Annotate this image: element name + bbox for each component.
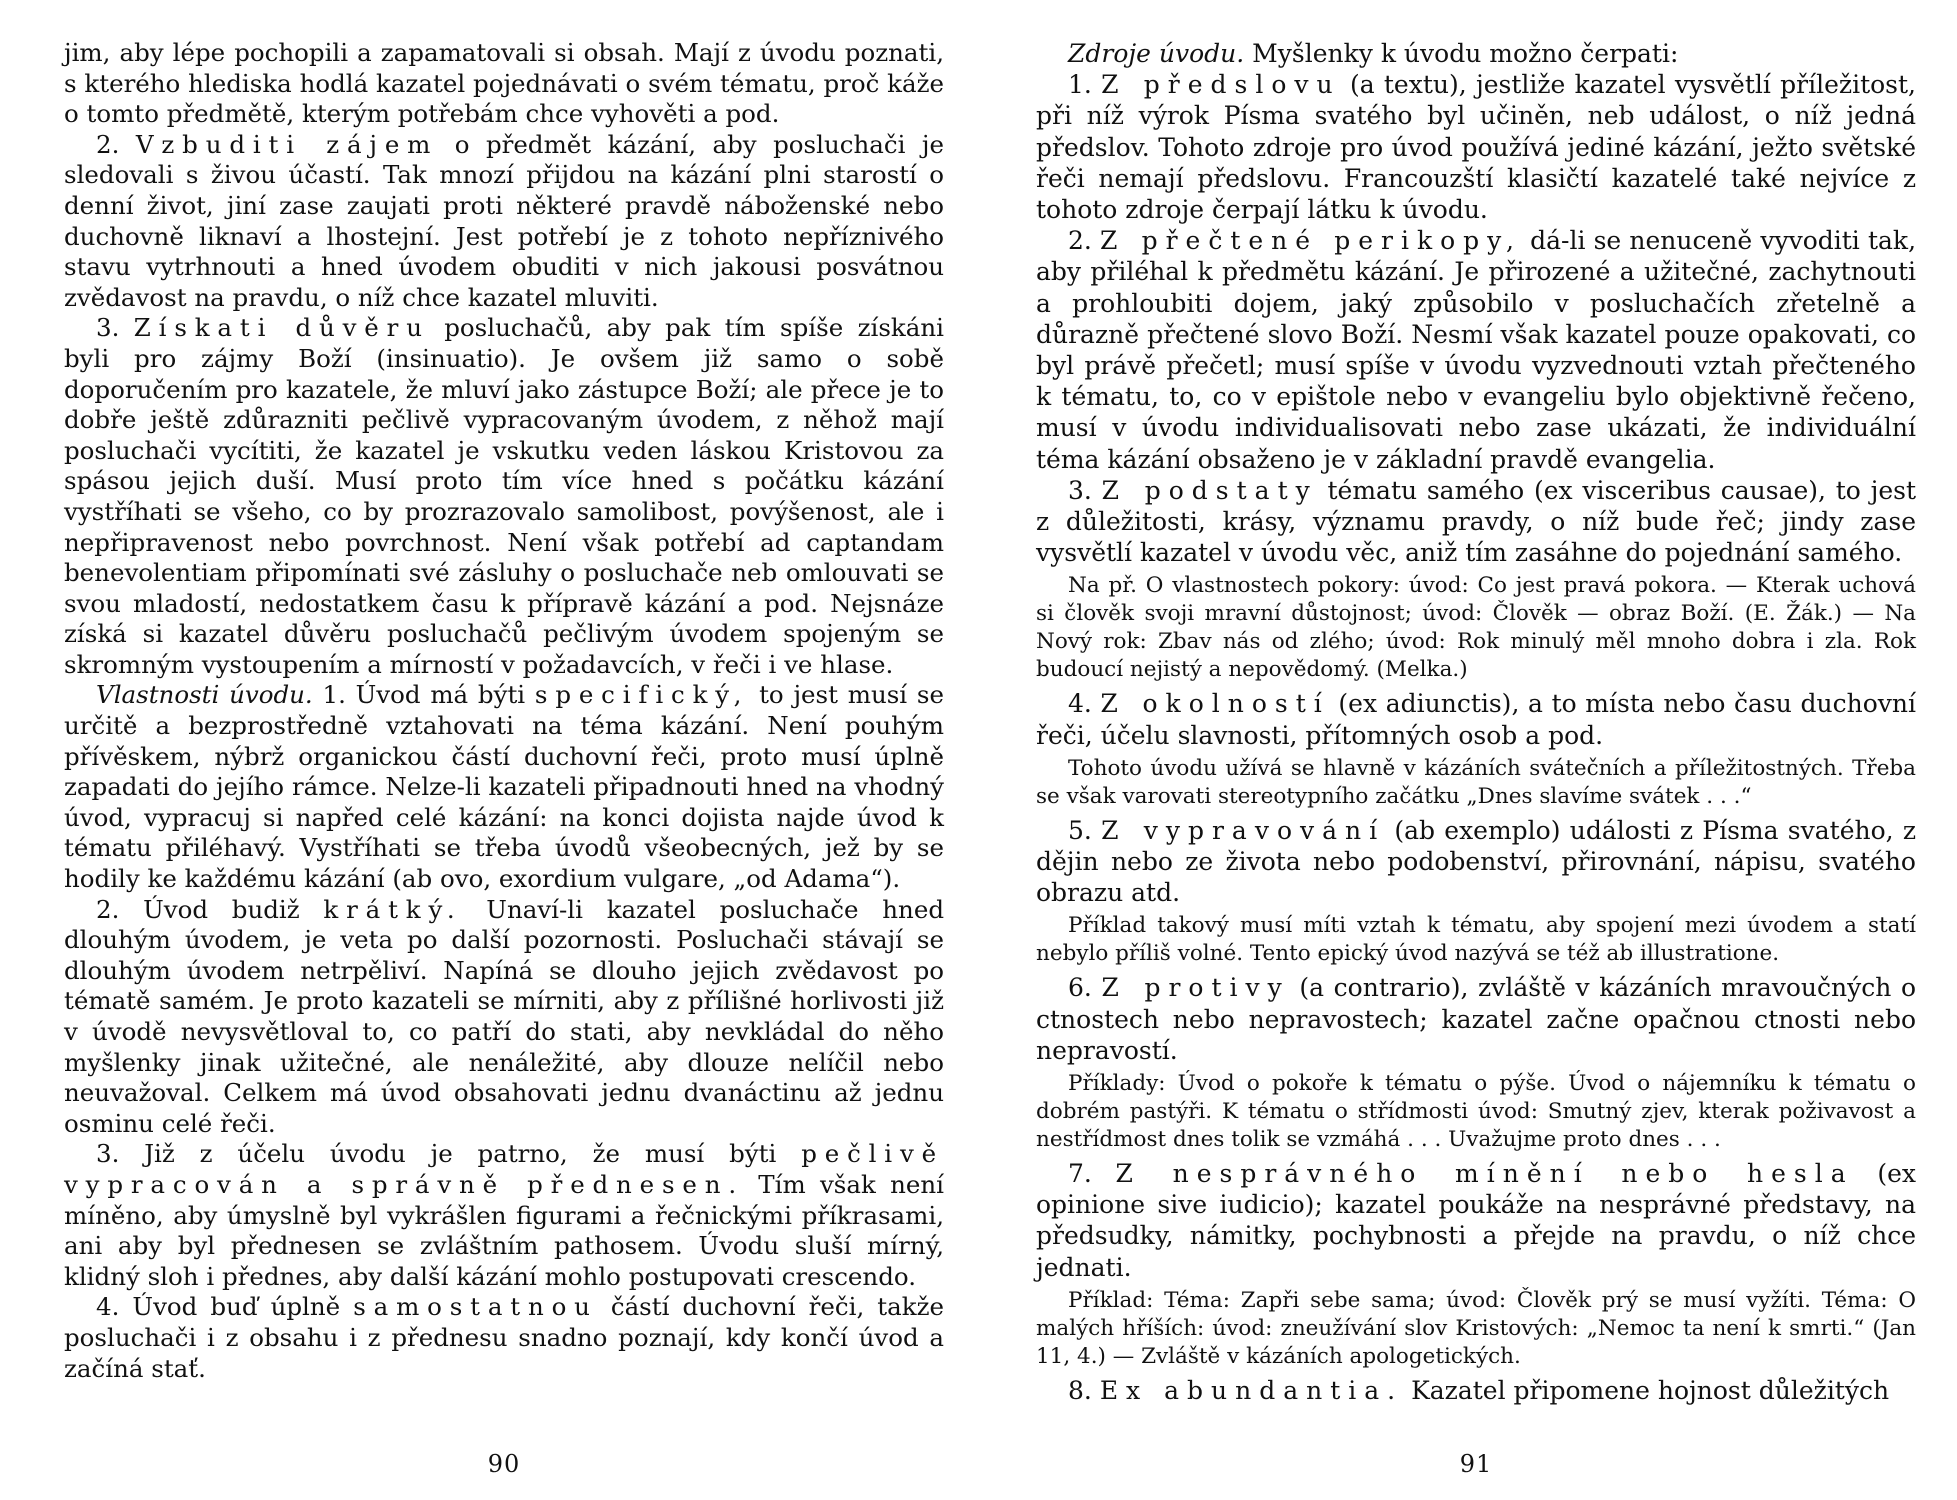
left-page-text <box>64 38 944 1384</box>
paragraph: Zdroje úvodu. Myšlenky k úvodu možno čerpati: <box>1068 39 1679 68</box>
paragraph: 3. Získati důvěru posluchačů, aby pak tím spíše získáni byli pro zájmy Boží (insinuatio). Je ovšem již samo o sobě doporučením pro kazatele, že mluví jako zástupce Boží; ale přece je to dobře ještě zdůrazniti pečlivě vypracovaným úvodem, z něhož mají posluchači vycítiti, že kazatel je vskutku veden láskou Kristovou za spásou jejich duší. Musí proto tím více hned s počátku kázání vystříhati se všeho, co by prozrazovalo samolibost, povýšenost, ale i nepřipravenost nebo povrchnost. Není však potřebí ad captandam benevolentiam připomínati své zásluhy o posluchače neb omlouvati se svou mladostí, nedostatkem času k přípravě kázání a pod. Nejsnáze získá si kazatel důvěru posluchačů pečlivým úvodem spojeným se skromným vystoupením a mírností v požadavcích, v řeči i ve hlase. <box>64 313 944 679</box>
paragraph: 8. Ex abundantia. Kazatel připomene hojnost důležitých <box>1068 1375 1890 1405</box>
paragraph: 6. Z protivy (a contrario), zvláště v kázáních mravoučných o ctnostech nebo nepravostech; kazatel začne opačnou ctnosti nebo nepravostí. <box>1036 973 1916 1065</box>
paragraph: jim, aby lépe pochopili a zapamatovali si obsah. Mají z úvodu poznati, s kterého hlediska hodlá kazatel pojednávati o svém tématu, proč káže o tomto předmětě, kterým potřebám chce vyhověti a pod. <box>64 38 944 129</box>
paragraph: 2. Úvod budiž krátký. Unaví-li kazatel posluchače hned dlouhým úvodem, je veta po další pozornosti. Posluchači stávají se dlouhým úvodem netrpěliví. Napíná se dlouho jejich zvědavost po tématě samém. Je proto kazateli se mírniti, aby z přílišné horlivosti již v úvodě nevysvětloval to, co patří do stati, aby nevkládal do něho myšlenky jinak užitečné, ale nenáležité, aby dlouze nelíčil nebo neuvažoval. Celkem má úvod obsahovati jednu dvanáctinu až jednu osminu celé řeči. <box>64 894 945 1138</box>
spaced-term: Z předslovu <box>1101 70 1341 100</box>
spaced-term: Ex abundantia. <box>1099 1375 1404 1405</box>
example-note: Příklad: Téma: Zapři sebe sama; úvod: Člověk prý se musí vyžíti. Téma: O malých hříších: úvod: zneužívání slov Kristových: „Nemoc ta není k smrti.“ (Jan 11, 4.) — Zvláště v kázáních apologetických. <box>1036 1287 1916 1369</box>
spaced-term: Z okolností <box>1100 689 1330 719</box>
spaced-term: Z vypravování <box>1101 815 1386 845</box>
example-note: Příklady: Úvod o pokoře k tématu o pýše. Úvod o nájemníku k tématu o dobrém pastýři. K tématu o střídmosti úvod: Smutný zjev, kterak poživavost a nestřídmost dnes tolik se vzmáhá . . . Uvažujme proto dnes . . . <box>1036 1071 1916 1153</box>
section-heading: Zdroje úvodu. <box>1068 39 1245 68</box>
spaced-term: pečlivě vypracován a správně přednesen. <box>64 1139 944 1199</box>
spaced-term: Z nesprávného mínění nebo hesla <box>1115 1159 1854 1189</box>
spaced-term: Z protivy <box>1101 973 1290 1003</box>
paragraph: 3. Z podstaty tématu samého (ex visceribus causae), to jest z důležitosti, krásy, významu pravdy, o níž bude řeč; jindy zase vysvětlí kazatel v úvodu věc, aniž tím zasáhne do pojednání samého. <box>1036 475 1916 568</box>
paragraph: Vlastnosti úvodu. 1. Úvod má býti specifický, to jest musí se určitě a bezprostředně vztahovati na téma kázání. Není pouhým přívěskem, nýbrž organickou částí duchovní řeči, proto musí úplně zapadati do jejího rámce. Nelze-li kazateli připadnouti hned na vhodný úvod, vypracuj si napřed celé kázání: na konci dojista najde úvod k tématu přiléhavý. Vystříhati se třeba úvodů všeobecných, jež by se hodily ke každému kázání (ab ovo, exordium vulgare, „od Adama“). <box>64 680 944 894</box>
spaced-term: specifický, <box>534 680 750 710</box>
left-page <box>64 38 944 1478</box>
right-page <box>1036 38 1916 1478</box>
paragraph: 2. Vzbuditi zájem o předmět kázání, aby posluchači je sledovali s živou účastí. Tak mnozí přijdou na kázání plni starostí o denní život, jiní zase zaujati proti některé pravdě náboženské nebo duchovně liknaví a lhostejní. Jest potřebí je z tohoto nepříznivého stavu vytrhnouti a hned úvodem obuditi v nich jakousi posvátnou zvědavost na pravdu, o níž chce kazatel mluviti. <box>64 129 944 312</box>
page-number: 91 <box>1459 1450 1493 1478</box>
paragraph: 2. Z přečtené perikopy, dá-li se nenuceně vyvoditi tak, aby přiléhal k předmětu kázání. Je přirozené a užitečné, zachytnouti a prohloubiti dojem, jaký způsobilo v posluchačích zřetelně a důrazně přečtené slovo Boží. Nesmí však kazatel pouze opakovati, co byl právě přečetl; musí spíše v úvodu vyzvednouti vztah přečteného k tématu, to, co v epištole nebo v evangeliu bylo objektivně řečeno, musí v úvodu individualisovati nebo zase ukázati, že individuální téma kázání obsaženo je v základní pravdě evangelia. <box>1036 226 1917 474</box>
right-page-text <box>1036 38 1916 1406</box>
example-note: Příklad takový musí míti vztah k tématu, aby spojení mezi úvodem a statí nebylo příliš volné. Tento epický úvod nazývá se též ab illustratione. <box>1036 913 1916 967</box>
spaced-term: Z přečtené perikopy, <box>1100 226 1522 256</box>
spaced-term: krátký. <box>323 894 463 924</box>
section-heading: Vlastnosti úvodu. <box>96 680 313 710</box>
spaced-term: Vzbuditi zájem <box>135 129 439 159</box>
page-number: 90 <box>487 1450 521 1478</box>
spaced-term: Z podstaty <box>1101 475 1318 505</box>
paragraph: 7. Z nesprávného mínění nebo hesla (ex opinione sive iudicio); kazatel poukáže na nesprávné představy, na předsudky, námitky, pochybnosti a přejde na pravdu, o níž chce jednati. <box>1036 1159 1917 1282</box>
spaced-term: Získati důvěru <box>133 313 430 343</box>
paragraph: 3. Již z účelu úvodu je patrno, že musí býti pečlivě vypracován a správně přednesen. Tím však není míněno, aby úmyslně byl vykrášlen figurami a řečnickými příkrasami, ani aby byl přednesen se zvláštním pathosem. Úvodu sluší mírný, klidný sloh i přednes, aby další kázání mohlo postupovati crescendo. <box>64 1139 944 1291</box>
example-note: Tohoto úvodu užívá se hlavně v kázáních svátečních a příležitostných. Třeba se však varovati stereotypního začátku „Dnes slavíme svátek . . .“ <box>1036 755 1916 809</box>
paragraph: 5. Z vypravování (ab exemplo) události z Písma svatého, z dějin nebo ze života nebo podobenství, přirovnání, nápisu, svatého obrazu atd. <box>1036 815 1916 908</box>
paragraph: 4. Z okolností (ex adiunctis), a to místa nebo času duchovní řeči, účelu slavnosti, přítomných osob a pod. <box>1036 689 1916 750</box>
example-note: Na př. O vlastnostech pokory: úvod: Co jest pravá pokora. — Kterak uchová si člověk svoji mravní důstojnost; úvod: Člověk — obraz Boží. (E. Žák.) — Na Nový rok: Zbav nás od zlého; úvod: Rok minulý měl mnoho dobra i zla. Rok budoucí nejistý a nepovědomý. (Melka.) <box>1036 573 1916 683</box>
paragraph: 4. Úvod buď úplně samostatnou částí duchovní řeči, takže posluchači i z obsahu i z přednesu snadno poznají, kdy končí úvod a začíná stať. <box>64 1292 944 1383</box>
paragraph: 1. Z předslovu (a textu), jestliže kazatel vysvětlí příležitost, při níž výrok Písma svatého byl učiněn, neb událost, o níž jedná předslov. Tohoto zdroje pro úvod používá jediné kázání, ježto světské řeči nemají předslovu. Francouzští klasičtí kazatelé také nejvíce z tohoto zdroje čerpají látku k úvodu. <box>1036 70 1916 225</box>
spaced-term: samostatnou <box>353 1292 598 1322</box>
